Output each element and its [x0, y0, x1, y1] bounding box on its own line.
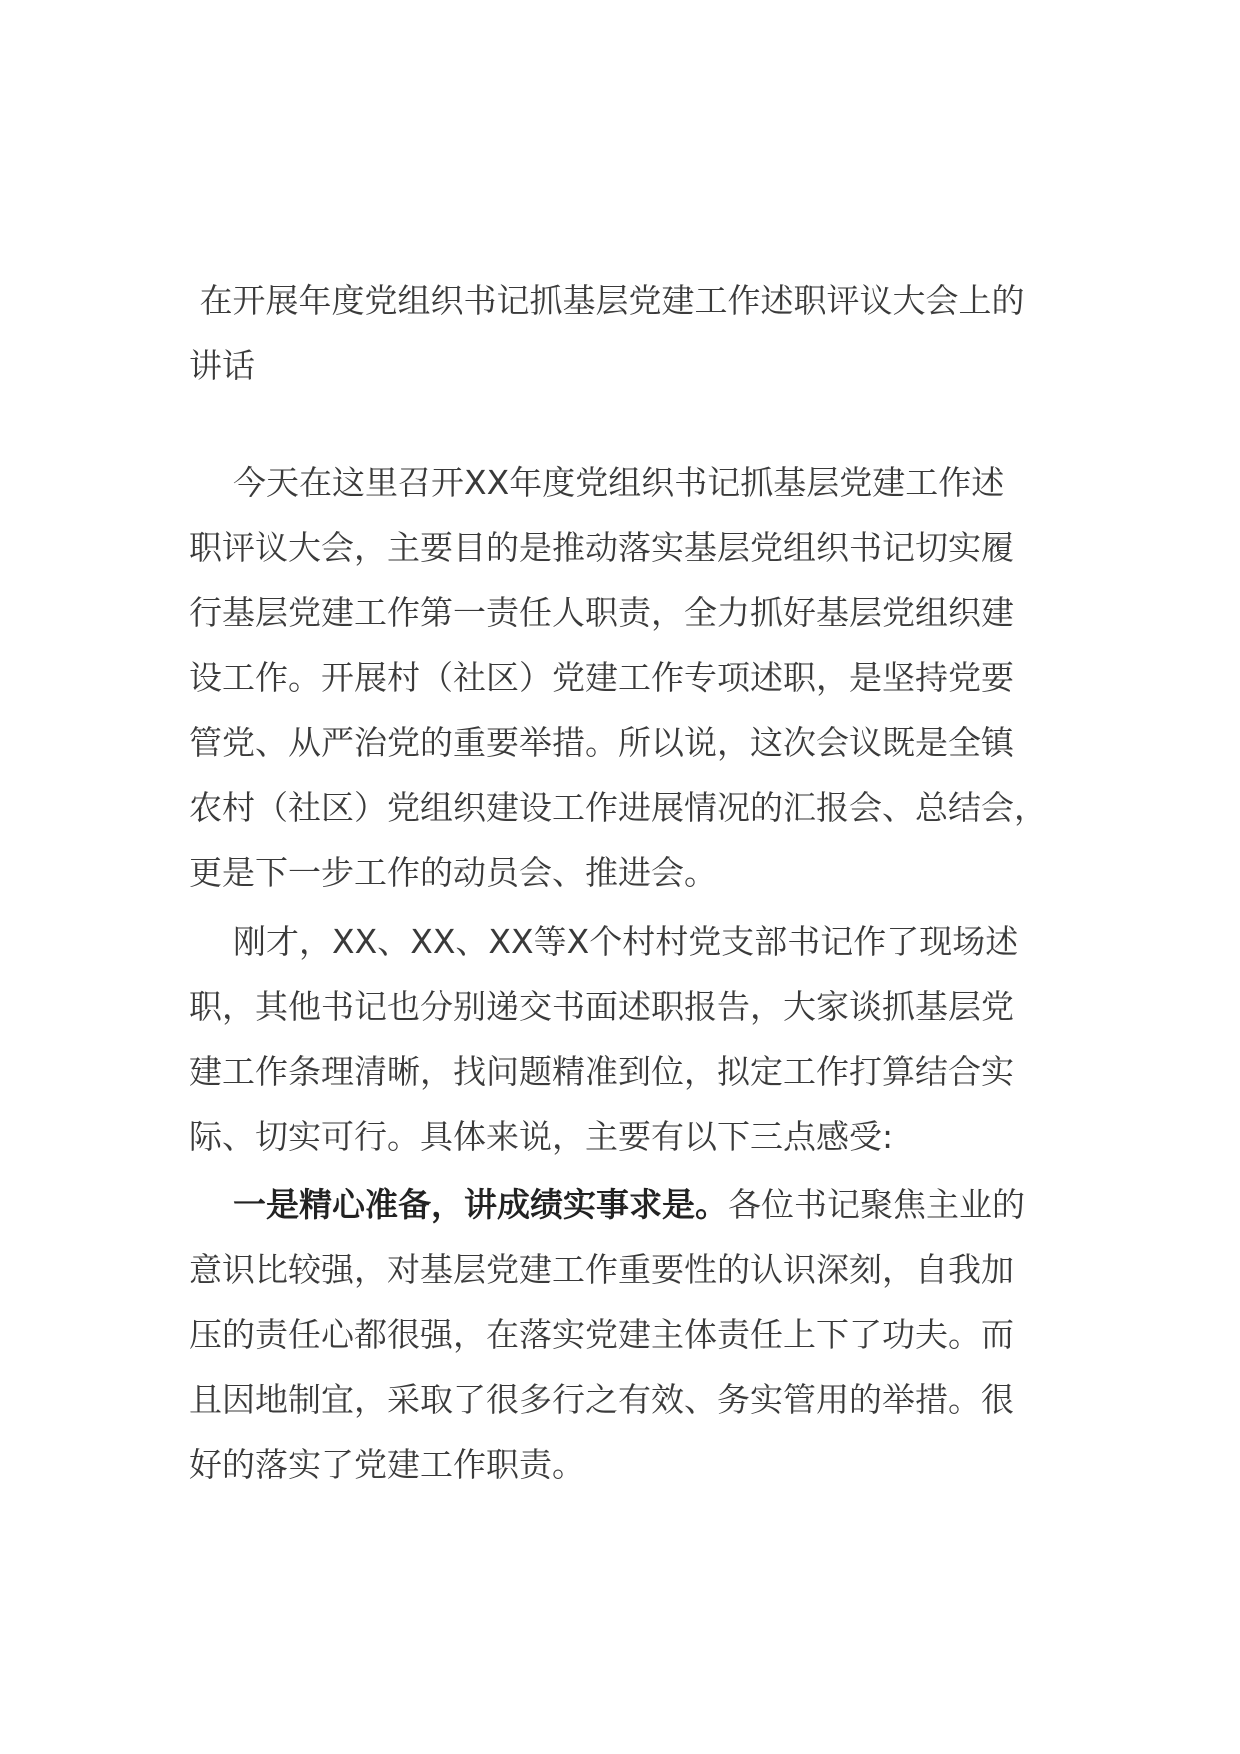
title-line: 讲话 [189, 346, 255, 385]
paragraph-reports [189, 909, 1069, 1169]
text-line: 且因地制宜，采取了很多行之有效、务实管用的举措。很 [189, 1380, 1014, 1419]
text-line: 建工作条理清晰，找问题精准到位，拟定工作打算结合实 [189, 1052, 1014, 1091]
text-span: 各位书记聚焦主业的 [728, 1185, 1025, 1224]
paragraph-point-one [189, 1172, 1069, 1497]
text-line: 今天在这里召开XX年度党组织书记抓基层党建工作述 [233, 463, 1005, 502]
text-line: 职，其他书记也分别递交书面述职报告，大家谈抓基层党 [189, 987, 1014, 1026]
text-line: 行基层党建工作第一责任人职责，全力抓好基层党组织建 [189, 593, 1014, 632]
bold-lead: 一是精心准备，讲成绩实事求是。 [233, 1185, 728, 1224]
document-title [189, 268, 1069, 398]
text-line: 刚才，XX、XX、XX等X个村村党支部书记作了现场述 [233, 922, 1019, 961]
text-line: 际、切实可行。具体来说，主要有以下三点感受: [189, 1117, 894, 1156]
text-line: 设工作。开展村（社区）党建工作专项述职，是坚持党要 [189, 658, 1014, 697]
text-line: 压的责任心都很强，在落实党建主体责任上下了功夫。而 [189, 1315, 1014, 1354]
text-line: 职评议大会，主要目的是推动落实基层党组织书记切实履 [189, 528, 1014, 567]
title-line: 在开展年度党组织书记抓基层党建工作述职评议大会上的 [189, 281, 1025, 320]
text-line: 意识比较强，对基层党建工作重要性的认识深刻，自我加 [189, 1250, 1014, 1289]
text-line: 好的落实了党建工作职责。 [189, 1445, 585, 1484]
paragraph-opening [189, 450, 1069, 905]
text-line [189, 1172, 1069, 1237]
text-line: 管党、从严治党的重要举措。所以说，这次会议既是全镇 [189, 723, 1014, 762]
text-line: 更是下一步工作的动员会、推进会。 [189, 853, 717, 892]
text-line: 农村（社区）党组织建设工作进展情况的汇报会、总结会， [189, 788, 1047, 827]
